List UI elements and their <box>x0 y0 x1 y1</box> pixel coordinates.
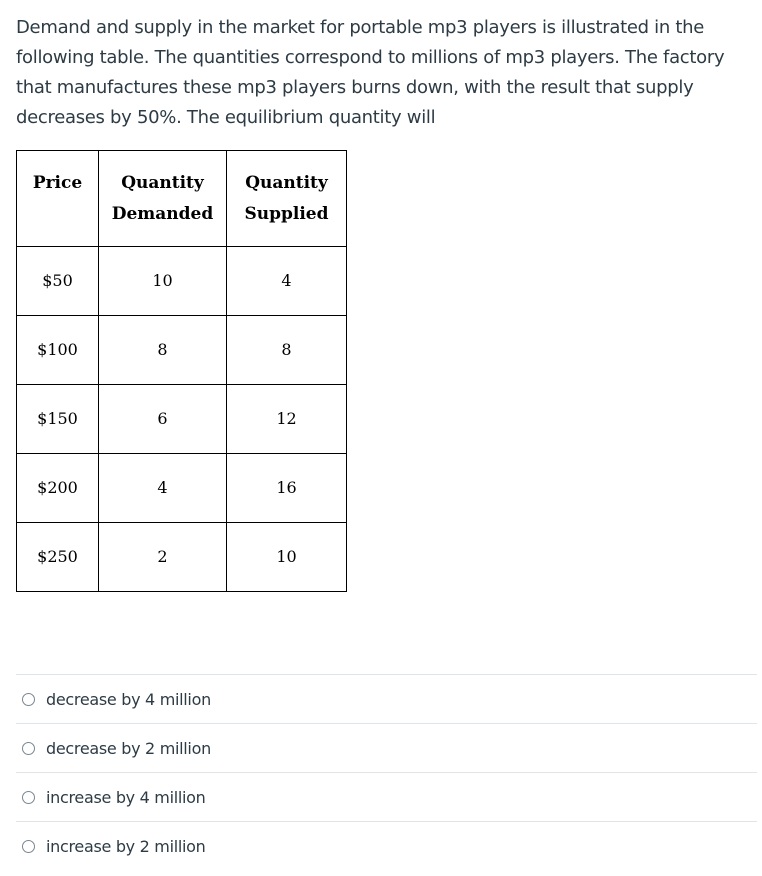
cell-price: $100 <box>17 316 99 385</box>
answer-label: decrease by 2 million <box>46 738 211 758</box>
radio-button[interactable] <box>22 742 35 755</box>
answer-option[interactable] <box>16 674 757 723</box>
cell-quantity-demanded: 10 <box>99 247 227 316</box>
table-row <box>17 316 347 385</box>
cell-quantity-supplied: 8 <box>227 316 347 385</box>
cell-quantity-supplied: 16 <box>227 454 347 523</box>
table-row <box>17 523 347 592</box>
answer-option[interactable] <box>16 821 757 870</box>
radio-button[interactable] <box>22 840 35 853</box>
header-quantity-supplied: Quantity Supplied <box>227 151 347 247</box>
cell-quantity-demanded: 6 <box>99 385 227 454</box>
cell-quantity-demanded: 4 <box>99 454 227 523</box>
cell-price: $50 <box>17 247 99 316</box>
table-row <box>17 385 347 454</box>
answer-list <box>16 674 757 870</box>
question-text: Demand and supply in the market for portable mp3 players is illustrated in the following table. The quantities correspond to millions of mp3 players. The factory that manufactures these mp3 players burns down, with the result that supply decreases by 50%. The equilibrium quantity will <box>16 17 725 128</box>
header-price: Price <box>17 151 99 247</box>
supply-demand-table <box>16 150 347 592</box>
answer-label: decrease by 4 million <box>46 689 211 709</box>
radio-button[interactable] <box>22 693 35 706</box>
answer-option[interactable] <box>16 772 757 821</box>
header-quantity-demanded: Quantity Demanded <box>99 151 227 247</box>
cell-quantity-supplied: 4 <box>227 247 347 316</box>
cell-quantity-demanded: 2 <box>99 523 227 592</box>
cell-price: $150 <box>17 385 99 454</box>
radio-button[interactable] <box>22 791 35 804</box>
table-row <box>17 454 347 523</box>
cell-quantity-supplied: 10 <box>227 523 347 592</box>
answer-option[interactable] <box>16 723 757 772</box>
answer-label: increase by 4 million <box>46 787 206 807</box>
cell-price: $250 <box>17 523 99 592</box>
answer-label: increase by 2 million <box>46 836 206 856</box>
table-header-row <box>17 151 347 247</box>
cell-price: $200 <box>17 454 99 523</box>
table-row <box>17 247 347 316</box>
cell-quantity-supplied: 12 <box>227 385 347 454</box>
cell-quantity-demanded: 8 <box>99 316 227 385</box>
